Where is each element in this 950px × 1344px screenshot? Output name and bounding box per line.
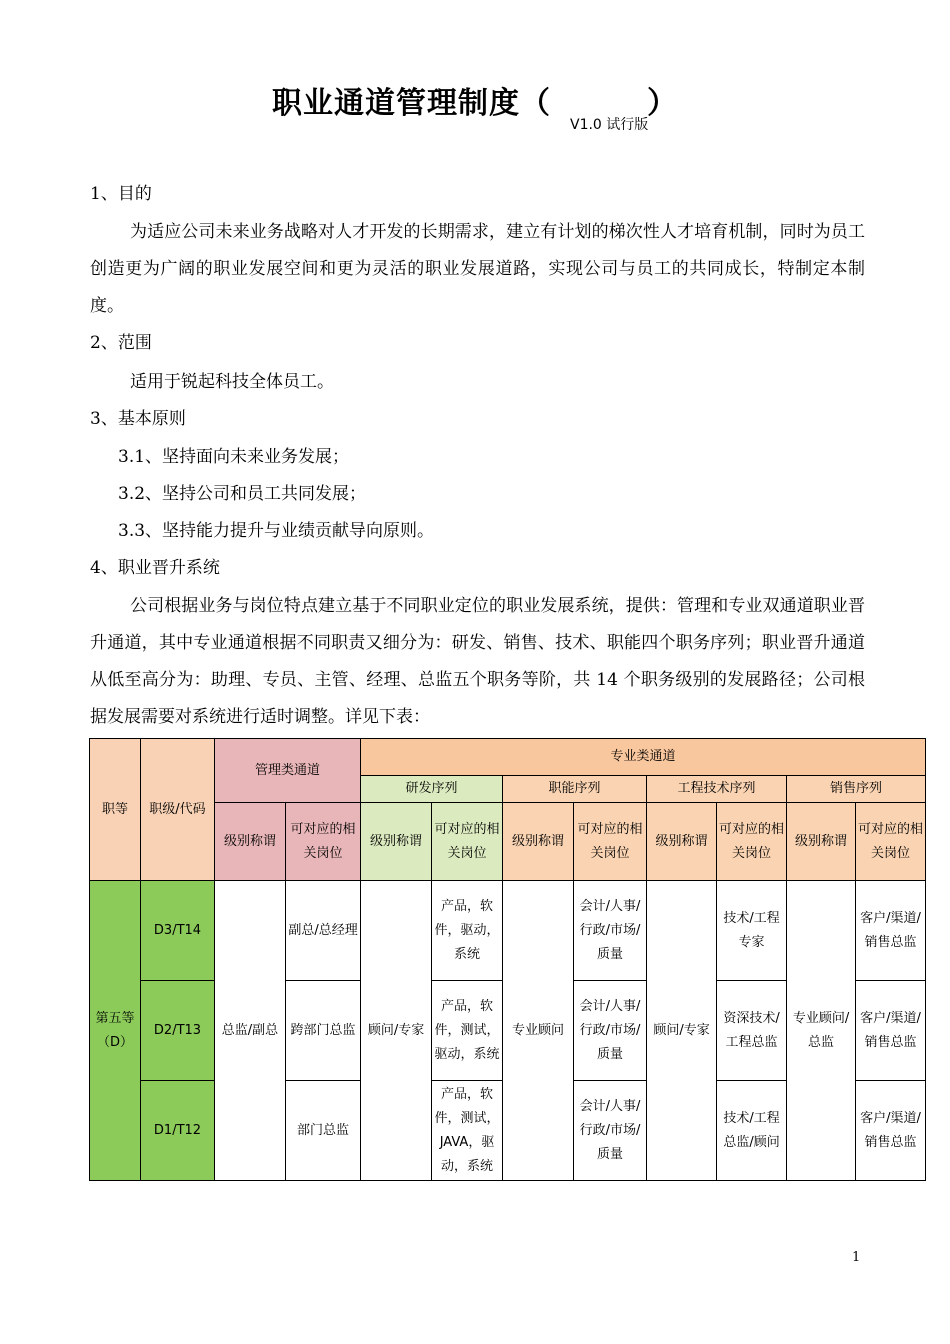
sales-post-cell: 客户/渠道/销售总监 xyxy=(856,1081,926,1181)
mgmt-post-cell: 跨部门总监 xyxy=(286,981,361,1081)
func-post-cell: 会计/人事/行政/市场/质量 xyxy=(574,881,647,981)
header-mgmt-post: 可对应的相关岗位 xyxy=(286,803,361,881)
level-cell: D3/T14 xyxy=(141,881,215,981)
mgmt-post-cell: 副总/总经理 xyxy=(286,881,361,981)
eng-post-cell: 技术/工程专家 xyxy=(717,881,787,981)
header-professional-channel: 专业类通道 xyxy=(361,739,926,776)
section-2-body: 适用于锐起科技全体员工。 xyxy=(130,372,334,392)
func-post-cell: 会计/人事/行政/市场/质量 xyxy=(574,981,647,1081)
header-eng-title: 级别称谓 xyxy=(647,803,717,881)
func-title-cell: 专业顾问 xyxy=(503,881,574,1181)
eng-title-cell: 顾问/专家 xyxy=(647,881,717,1181)
level-cell: D1/T12 xyxy=(141,1081,215,1181)
rd-post-cell: 产品，软件，测试，JAVA，驱动，系统 xyxy=(432,1081,503,1181)
page-title: 职业通道管理制度（ ） xyxy=(272,86,678,121)
header-func-title: 级别称谓 xyxy=(503,803,574,881)
grade-cell: 第五等（D） xyxy=(90,881,141,1181)
eng-post-cell: 资深技术/工程总监 xyxy=(717,981,787,1081)
section-1-heading: 1、目的 xyxy=(90,184,152,204)
level-cell: D2/T13 xyxy=(141,981,215,1081)
header-func-post: 可对应的相关岗位 xyxy=(574,803,647,881)
mgmt-post-cell: 部门总监 xyxy=(286,1081,361,1181)
header-mgmt-title: 级别称谓 xyxy=(215,803,286,881)
header-management-channel: 管理类通道 xyxy=(215,739,361,803)
header-rd-title: 级别称谓 xyxy=(361,803,432,881)
rd-post-cell: 产品，软件，驱动，系统 xyxy=(432,881,503,981)
rd-title-cell: 顾问/专家 xyxy=(361,881,432,1181)
header-eng-post: 可对应的相关岗位 xyxy=(717,803,787,881)
career-path-table xyxy=(89,738,926,1181)
sales-title-cell: 专业顾问/总监 xyxy=(787,881,856,1181)
section-4-body: 公司根据业务与岗位特点建立基于不同职业定位的职业发展系统，提供：管理和专业双通道职业晋升通道，其中专业通道根据不同职责又细分为：研发、销售、技术、职能四个职务序列；职业晋升通道从低至高分为：助理、专员、主管、经理、总监五个职务等阶，共 14 个职务级别的发展路径；公司根据发展需要对系统进行适时调整。详见下表： xyxy=(90,596,865,727)
section-3-item: 3.1、坚持面向未来业务发展； xyxy=(118,447,350,467)
section-3-heading: 3、基本原则 xyxy=(90,409,186,429)
section-4-heading: 4、职业晋升系统 xyxy=(90,558,220,578)
header-engineering-sequence: 工程技术序列 xyxy=(647,776,787,803)
sales-post-cell: 客户/渠道/销售总监 xyxy=(856,981,926,1081)
col-header-grade: 职等 xyxy=(90,739,141,881)
header-sales-sequence: 销售序列 xyxy=(787,776,926,803)
rd-post-cell: 产品，软件，测试，驱动，系统 xyxy=(432,981,503,1081)
section-3-item: 3.2、坚持公司和员工共同发展； xyxy=(118,484,367,504)
sales-post-cell: 客户/渠道/销售总监 xyxy=(856,881,926,981)
page-number: 1 xyxy=(852,1250,861,1265)
mgmt-title-cell: 总监/副总 xyxy=(215,881,286,1181)
header-sales-title: 级别称谓 xyxy=(787,803,856,881)
header-function-sequence: 职能序列 xyxy=(503,776,647,803)
func-post-cell: 会计/人事/行政/市场/质量 xyxy=(574,1081,647,1181)
header-rd-post: 可对应的相关岗位 xyxy=(432,803,503,881)
section-1-body: 为适应公司未来业务战略对人才开发的长期需求，建立有计划的梯次性人才培育机制，同时为员工创造更为广阔的职业发展空间和更为灵活的职业发展道路，实现公司与员工的共同成长，特制定本制度。 xyxy=(90,222,865,316)
eng-post-cell: 技术/工程总监/顾问 xyxy=(717,1081,787,1181)
header-sales-post: 可对应的相关岗位 xyxy=(856,803,926,881)
header-rd-sequence: 研发序列 xyxy=(361,776,503,803)
section-3-item: 3.3、坚持能力提升与业绩贡献导向原则。 xyxy=(118,521,435,541)
section-2-heading: 2、范围 xyxy=(90,333,152,353)
version-label: V1.0 试行版 xyxy=(570,117,649,133)
col-header-level: 职级/代码 xyxy=(141,739,215,881)
